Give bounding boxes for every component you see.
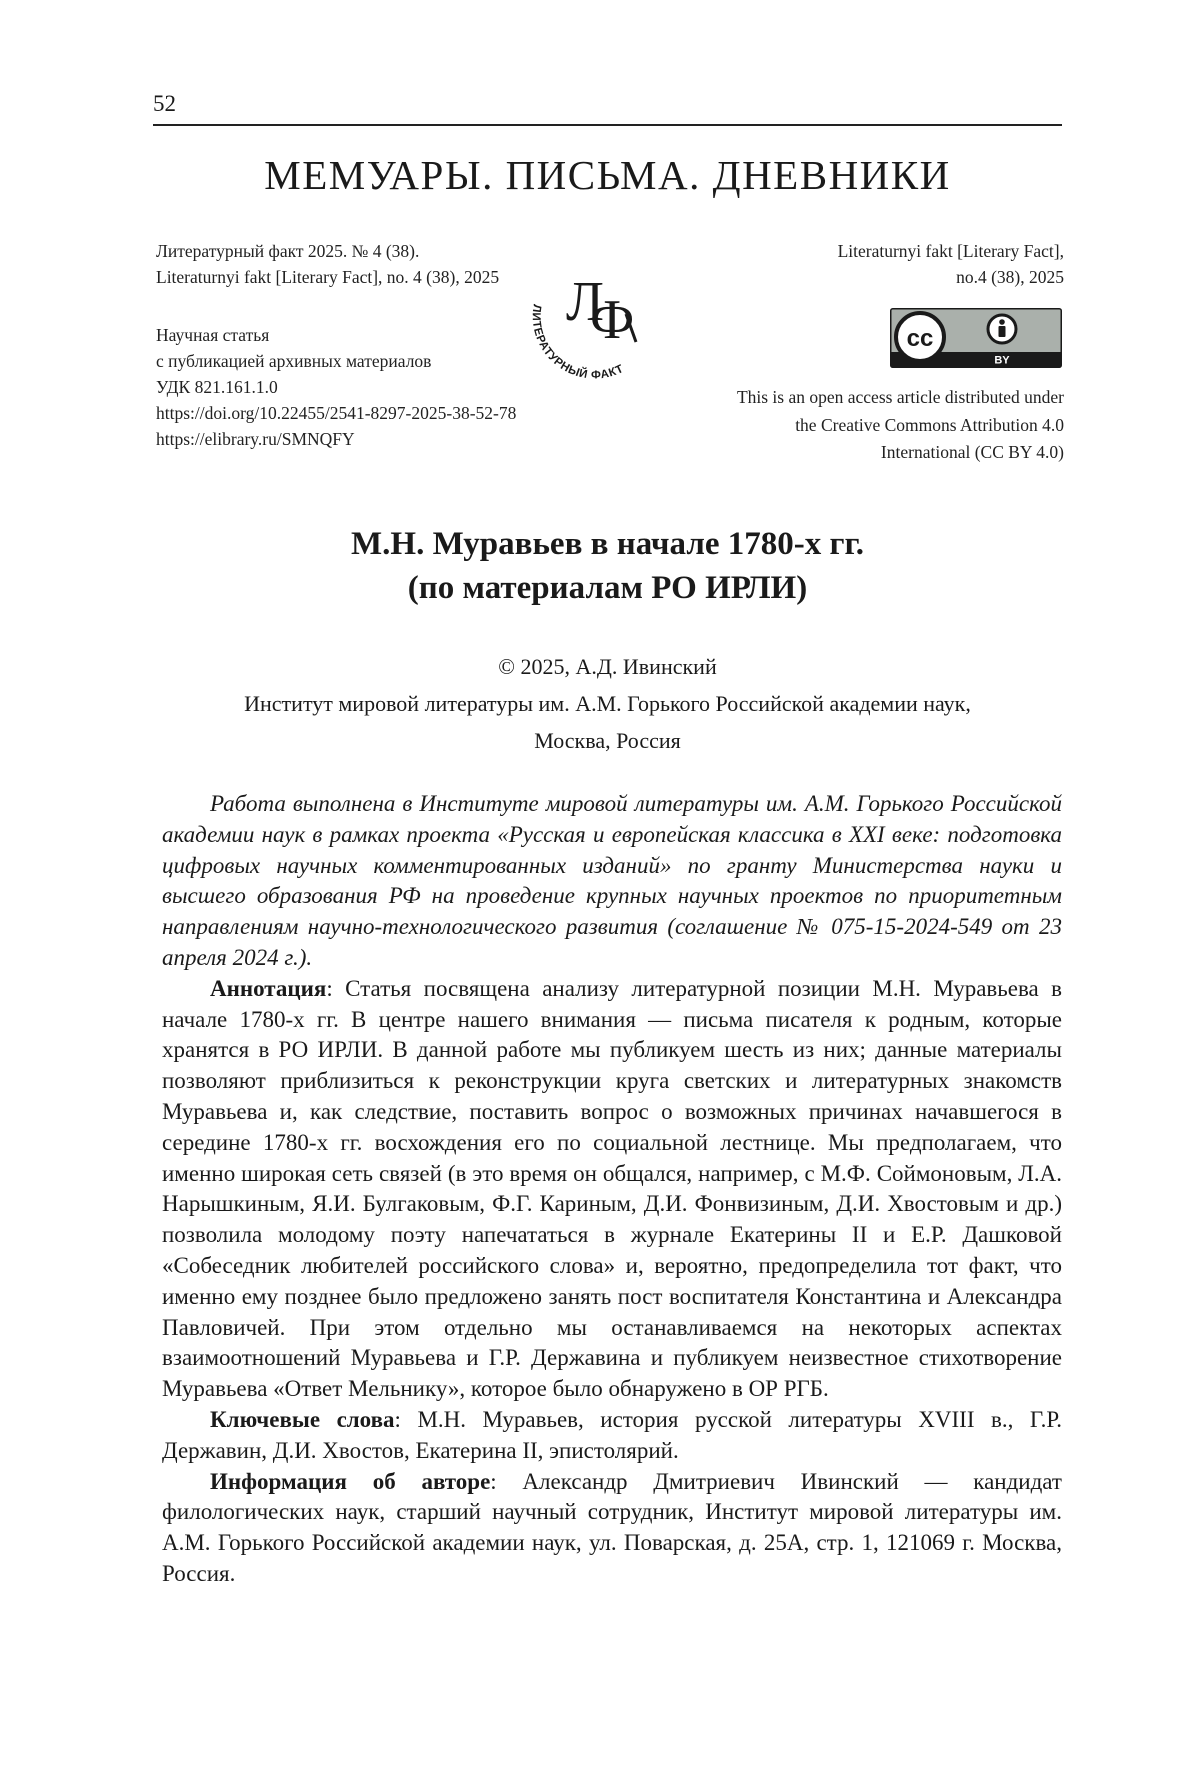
article-body	[162, 789, 1062, 1590]
funding-note: Работа выполнена в Институте мировой литературы им. А.М. Горького Российской академии наук в рамках проекта «Русская и европейская классика в XXI веке: подготовка цифровых научных комментированных изданий» по гранту Министерства науки и высшего образования РФ на проведение крупных научных проектов по приоритетным направлениям научно-технологического развития (соглашение № 075-15-2024-549 от 23 апреля 2024 г.).	[162, 791, 1062, 970]
citation-en-line-1: Literaturnyi fakt [Literary Fact],	[837, 241, 1064, 261]
keywords-paragraph	[162, 1405, 1062, 1467]
logo-ring-text: ЛИТЕРАТУРНЫЙ ФАКТ	[529, 303, 626, 382]
header-rule	[153, 124, 1062, 126]
by-label: BY	[994, 354, 1010, 367]
license-line-1: This is an open access article distributed under	[736, 387, 1064, 407]
elibrary-link[interactable]: https://elibrary.ru/SMNQFY	[156, 429, 355, 449]
section-title: МЕМУАРЫ. ПИСЬМА. ДНЕВНИКИ	[264, 152, 951, 198]
keywords-label: Ключевые слова	[210, 1406, 395, 1432]
license-block	[737, 384, 1064, 467]
cc-icon-text: cc	[906, 325, 934, 352]
license-line-2: the Creative Commons Attribution 4.0	[795, 414, 1064, 435]
page-number: 52	[153, 91, 176, 116]
author-info-text: : Александр Дмитриевич Ивинский — кандидат филологических наук, старший научный сотрудник, Институт мировой литературы им. А.М. Горького Российской академии наук, ул. Поварская, д. 25А, стр. 1, 121069 г. Москва, Россия.	[162, 1468, 1062, 1586]
keywords-text: : М.Н. Муравьев, история русской литературы XVIII в., Г.Р. Державин, Д.И. Хвостов, Екатерина II, эпистолярий.	[162, 1406, 1062, 1463]
affiliation-line-1: Институт мировой литературы им. А.М. Горького Российской академии наук,	[244, 691, 971, 716]
citation-ru: Литературный факт 2025. № 4 (38).	[156, 241, 420, 261]
article-info-block	[156, 322, 516, 452]
abstract-paragraph	[162, 974, 1062, 1405]
article-title-line-1: М.Н. Муравьев в начале 1780-х гг.	[351, 526, 864, 562]
journal-logo	[528, 258, 653, 383]
author-info-label: Информация об авторе	[210, 1468, 491, 1494]
citation-block-left	[156, 238, 499, 290]
abstract-label: Аннотация	[210, 975, 327, 1001]
citation-en-line-2: no.4 (38), 2025	[956, 267, 1064, 287]
author-info-paragraph	[162, 1467, 1062, 1590]
article-title	[153, 522, 1062, 610]
udk-code: УДК 821.161.1.0	[156, 377, 278, 397]
license-line-3: International (CC BY 4.0)	[880, 442, 1064, 462]
article-type: Научная статья	[156, 325, 270, 345]
author-byline	[153, 648, 1062, 759]
abstract-text: : Статья посвящена анализу литературной позиции М.Н. Муравьева в начале 1780-х гг. В центре нашего внимания — письма писателя к родным, которые хранятся в РО ИРЛИ. В данной работе мы публикуем шесть из них; данные материалы позволяют приблизиться к реконструкции круга светских и литературных знакомств Муравьева и, как следствие, поставить вопрос о возможных причинах начавшегося в середине 1780-х гг. восхождения его по социальной лестнице. Мы предполагаем, что именно широкая сеть связей (в это время он общался, например, с М.Ф. Соймоновым, Л.А. Нарышкиным, Я.И. Булгаковым, Ф.Г. Кариным, Д.И. Фонвизиным, Д.И. Хвостовым и др.) позволила молодому поэту напечататься в журнале Екатерины II и Е.Р. Дашковой «Собеседник любителей российского слова» и, вероятно, предопределила тот факт, что именно ему позднее было предложено занять пост воспитателя Константина и Александра Павловичей. При этом отдельно мы останавливаемся на некоторых аспектах взаимоотношений Муравьева и Г.Р. Державина и публикуем неизвестное стихотворение Муравьева «Ответ Мельнику», которое было обнаружено в ОР РГБ.	[162, 975, 1062, 1402]
doi-link[interactable]: https://doi.org/10.22455/2541-8297-2025-38-52-78	[156, 403, 517, 423]
cc-by-badge[interactable]	[890, 308, 1062, 368]
logo-letter-l: Л	[566, 271, 604, 333]
affiliation-line-2: Москва, Россия	[534, 728, 681, 753]
copyright-author: © 2025, А.Д. Ивинский	[498, 654, 717, 679]
citation-en: Literaturnyi fakt [Literary Fact], no. 4 (38), 2025	[156, 267, 500, 287]
logo-letter-f: Ф	[590, 289, 635, 351]
article-type-detail: с публикацией архивных материалов	[156, 351, 432, 371]
article-title-line-2: (по материалам РО ИРЛИ)	[407, 570, 808, 606]
citation-block-right	[838, 238, 1064, 290]
